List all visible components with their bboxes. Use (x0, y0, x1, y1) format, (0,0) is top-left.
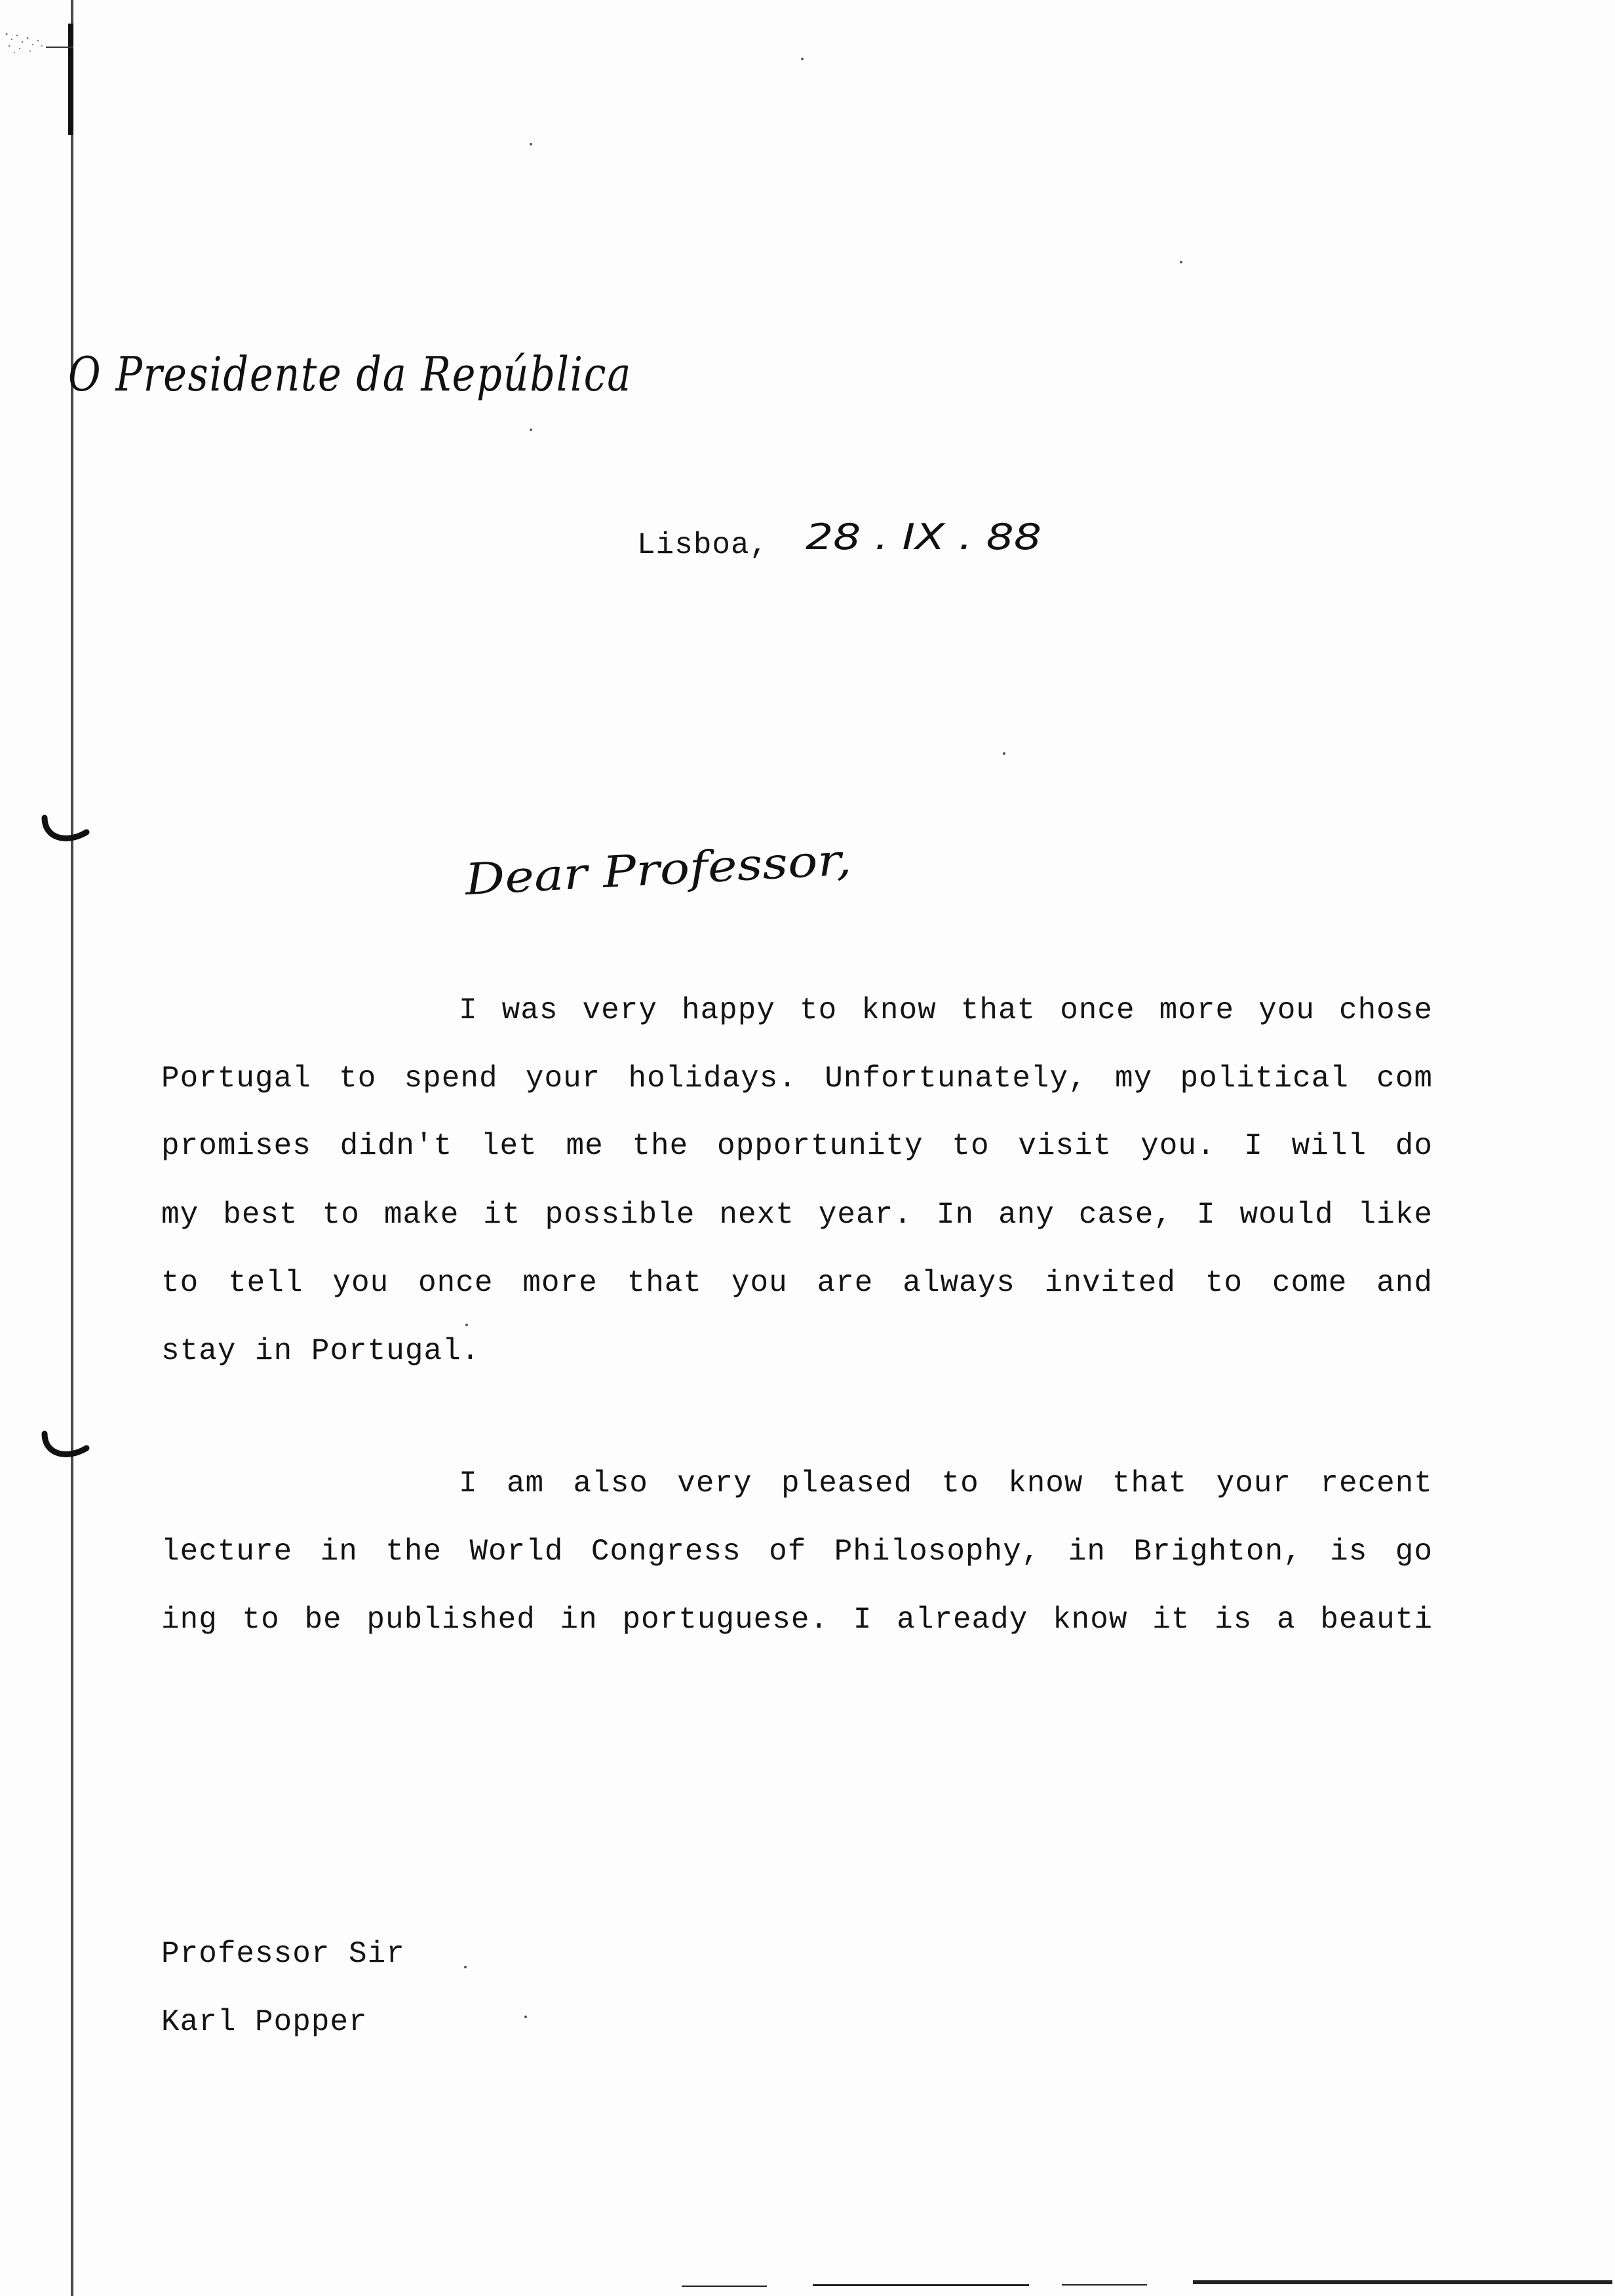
scan-speck (524, 2016, 527, 2018)
scan-noise-mark (0, 26, 73, 59)
handwritten-salutation (459, 832, 865, 924)
scan-speck (530, 429, 532, 431)
paragraph1-line: to tell you once more that you are always invited to come and (161, 1266, 1433, 1300)
salutation-text: Dear Professor, (463, 837, 804, 906)
paragraph2-line: lecture in the World Congress of Philosophy, in Brighton, is go (161, 1535, 1433, 1569)
handwritten-date (803, 510, 1052, 562)
punch-hole-mark (41, 1428, 90, 1468)
paragraph1-line: stay in Portugal. (161, 1334, 480, 1368)
punch-hole-mark (41, 813, 90, 852)
handwritten-date-text: 28 . IX . 88 (806, 516, 1041, 558)
bottom-edge-mark (813, 2284, 1029, 2286)
presidential-letterhead (66, 328, 655, 419)
paragraph1-line: promises didn't let me the opportunity to visit you. I will do (161, 1129, 1433, 1163)
scan-speck (464, 1966, 467, 1968)
paragraph1-line: Portugal to spend your holidays. Unfortunately, my political com (161, 1062, 1433, 1096)
bottom-edge-mark (682, 2286, 767, 2287)
letterhead-text: O Presidente da República (68, 347, 632, 402)
paragraph1-line: my best to make it possible next year. In any case, I would like (161, 1198, 1433, 1232)
bottom-edge-mark (1062, 2284, 1147, 2286)
date-place: Lisboa, (637, 528, 769, 562)
paragraph2-line: ing to be published in portuguese. I already know it is a beauti (161, 1603, 1433, 1637)
scan-speck (801, 58, 804, 60)
scan-speck (465, 1324, 468, 1326)
scan-speck (1180, 261, 1182, 263)
paragraph2-line: I am also very pleased to know that your recent (459, 1466, 1433, 1501)
bottom-edge-mark (1193, 2280, 1612, 2284)
addressee-title: Professor Sir (161, 1937, 405, 1971)
paragraph1-line: I was very happy to know that once more you chose (459, 993, 1433, 1027)
scan-speck (1003, 752, 1005, 755)
addressee-name: Karl Popper (161, 2005, 368, 2039)
scan-speck (530, 143, 532, 145)
